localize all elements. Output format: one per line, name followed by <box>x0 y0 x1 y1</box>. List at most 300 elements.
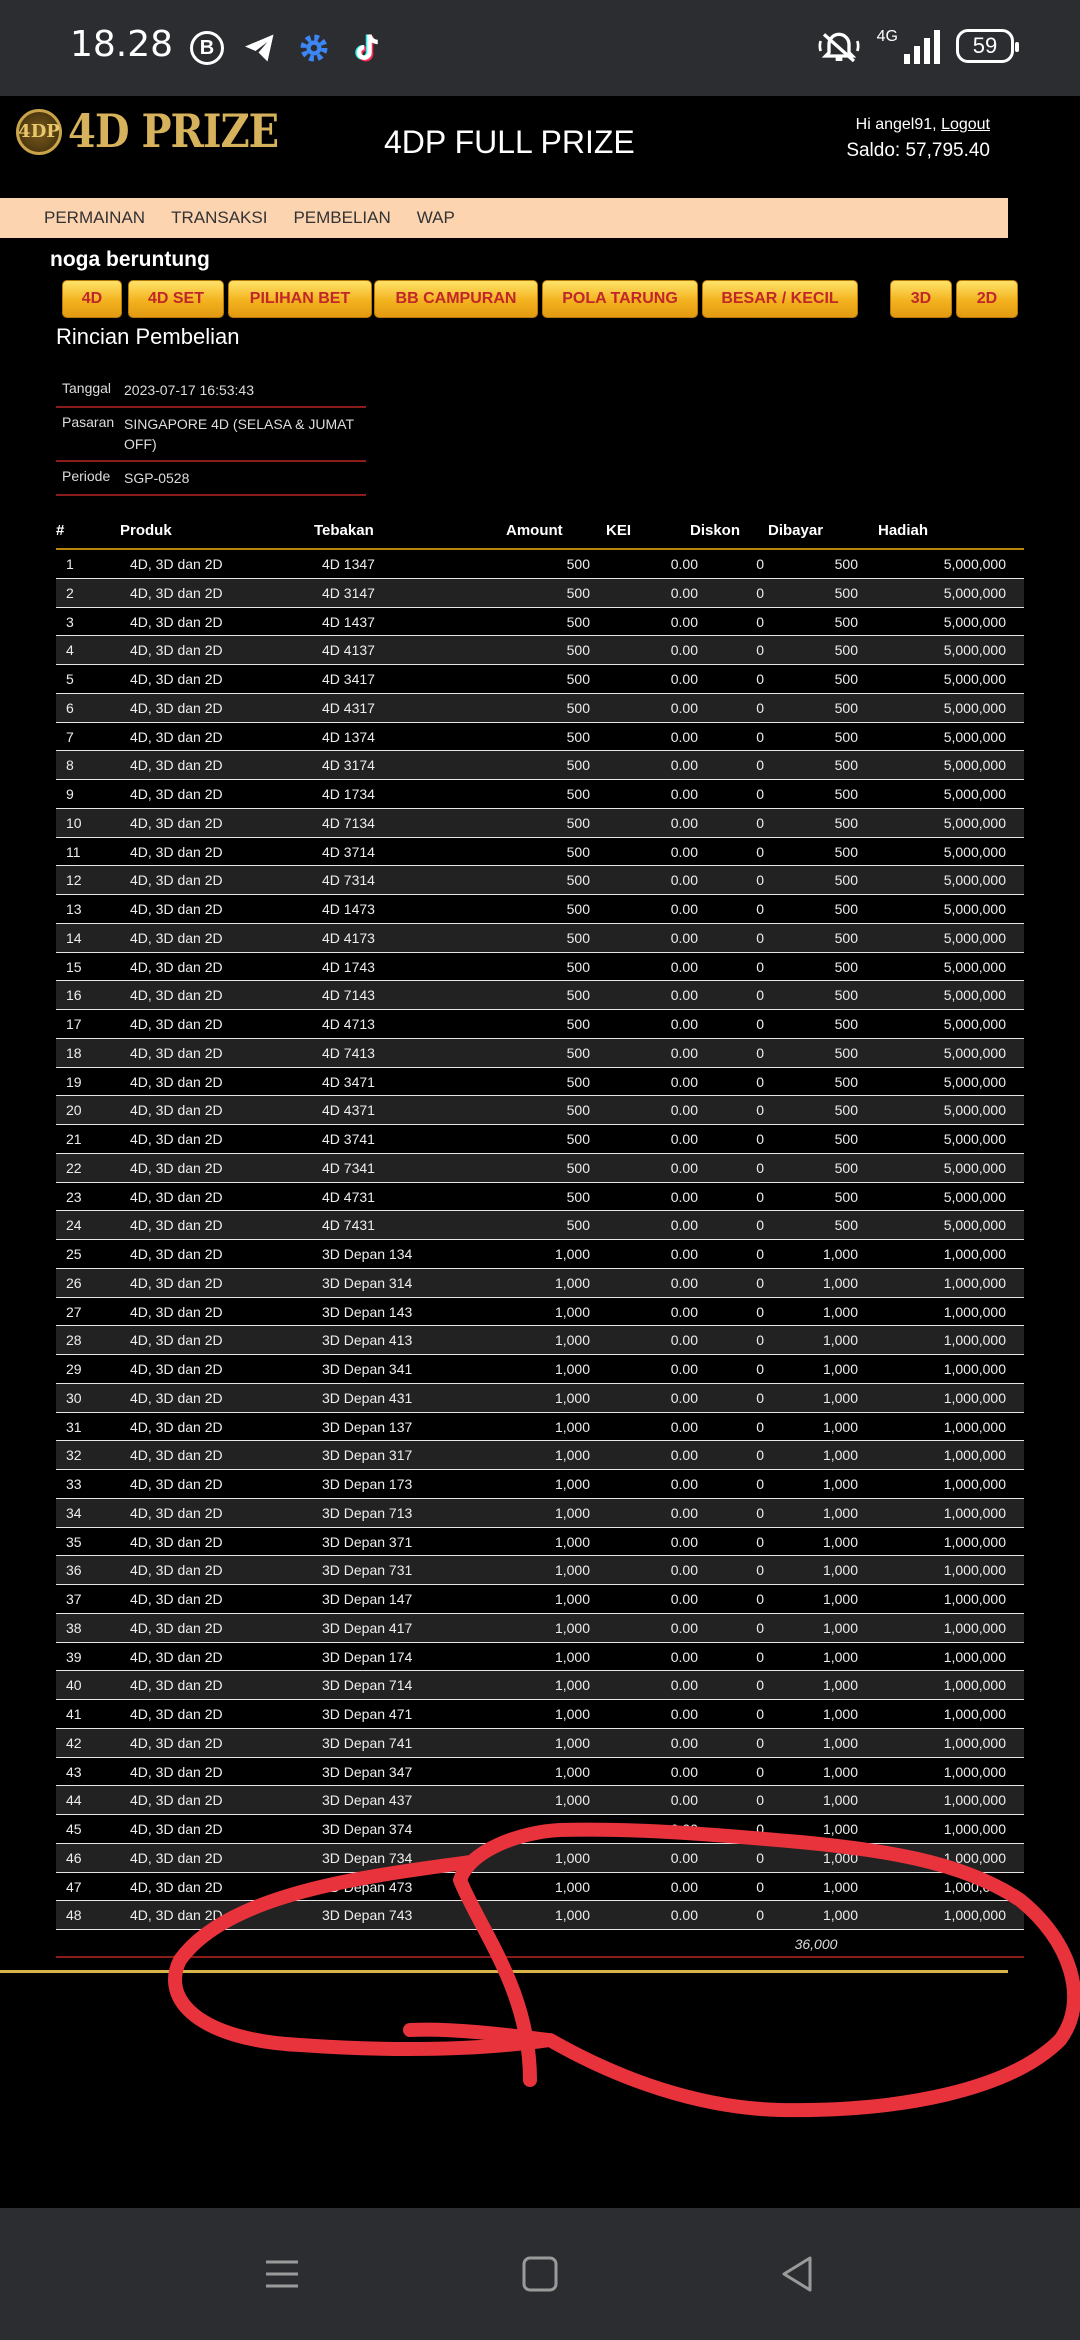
cell-kei: 0.00 <box>670 556 698 572</box>
cell-diskon: 0 <box>756 1562 764 1579</box>
table-row <box>56 809 1024 838</box>
table-row <box>56 1528 1024 1557</box>
cell-number: 27 <box>66 1303 82 1320</box>
table-row <box>56 665 1024 694</box>
cell-amount: 500 <box>566 1073 590 1090</box>
home-icon[interactable] <box>520 2254 560 2294</box>
cell-dibayar: 500 <box>834 1102 858 1119</box>
cell-hadiah: 5,000,000 <box>943 1131 1006 1147</box>
cell-kei: 0.00 <box>670 699 698 716</box>
cell-kei: 0.00 <box>670 1044 698 1061</box>
main-nav <box>0 198 1008 238</box>
cell-amount: 1,000 <box>554 1677 590 1694</box>
cell-diskon: 0 <box>756 1073 764 1090</box>
table-row <box>56 1901 1024 1930</box>
table-row <box>56 1700 1024 1729</box>
cell-dibayar: 500 <box>834 642 858 659</box>
cell-kei: 0.00 <box>670 1073 698 1090</box>
cell-amount: 1,000 <box>554 1274 590 1291</box>
table-row <box>56 1355 1024 1384</box>
btn-2d[interactable]: 2D <box>956 280 1018 318</box>
cell-diskon: 0 <box>756 556 764 572</box>
cell-hadiah: 1,000,000 <box>943 1677 1006 1694</box>
table-row <box>56 866 1024 895</box>
cell-number: 29 <box>66 1361 82 1377</box>
cell-amount: 500 <box>566 584 590 601</box>
cell-hadiah: 1,000,000 <box>943 1591 1006 1607</box>
cell-amount: 500 <box>566 613 590 630</box>
cell-diskon: 0 <box>756 1591 764 1607</box>
logout-link[interactable]: Logout <box>941 116 990 133</box>
cell-diskon: 0 <box>756 757 764 774</box>
cell-tebakan: 4D 7134 <box>322 814 375 831</box>
cell-hadiah: 5,000,000 <box>943 987 1006 1004</box>
cell-kei: 0.00 <box>670 1706 698 1722</box>
recent-apps-icon[interactable] <box>262 2254 302 2294</box>
cell-dibayar: 1,000 <box>822 1792 858 1809</box>
cell-diskon: 0 <box>756 1677 764 1694</box>
cell-hadiah: 1,000,000 <box>943 1418 1006 1435</box>
cell-produk: 4D, 3D dan 2D <box>130 757 223 774</box>
cell-tebakan: 4D 3471 <box>322 1073 375 1090</box>
nav-item-transaksi[interactable]: TRANSAKSI <box>171 208 268 227</box>
cell-amount: 1,000 <box>554 1648 590 1665</box>
cell-kei: 0.00 <box>670 1389 698 1406</box>
cell-amount: 500 <box>566 987 590 1004</box>
cell-amount: 500 <box>566 1044 590 1061</box>
cell-tebakan: 3D Depan 743 <box>322 1907 413 1924</box>
cell-tebakan: 4D 3714 <box>322 843 375 860</box>
info-row-tanggal: Tanggal 2023-07-17 16:53:43 <box>56 374 366 408</box>
cell-hadiah: 5,000,000 <box>943 786 1006 802</box>
cell-tebakan: 4D 4317 <box>322 699 375 716</box>
cell-produk: 4D, 3D dan 2D <box>130 1044 223 1061</box>
cell-hadiah: 1,000,000 <box>943 1476 1006 1492</box>
cell-number: 43 <box>66 1763 82 1780</box>
table-row <box>56 1269 1024 1298</box>
cell-hadiah: 1,000,000 <box>943 1246 1006 1262</box>
cell-amount: 500 <box>566 1217 590 1234</box>
cell-kei: 0.00 <box>670 1907 698 1924</box>
cell-amount: 1,000 <box>554 1361 590 1377</box>
cell-kei: 0.00 <box>670 1274 698 1291</box>
table-row <box>56 838 1024 867</box>
cell-hadiah: 1,000,000 <box>943 1562 1006 1579</box>
cell-number: 38 <box>66 1619 82 1636</box>
cell-kei: 0.00 <box>670 786 698 802</box>
cell-number: 30 <box>66 1389 82 1406</box>
cell-amount: 500 <box>566 728 590 745</box>
cell-dibayar: 1,000 <box>822 1562 858 1579</box>
cell-amount: 1,000 <box>554 1849 590 1866</box>
cell-produk: 4D, 3D dan 2D <box>130 1418 223 1435</box>
marquee-text: noga beruntung <box>50 248 210 271</box>
header-diskon: Diskon <box>690 522 741 539</box>
cell-produk: 4D, 3D dan 2D <box>130 1246 223 1262</box>
cell-amount: 500 <box>566 699 590 716</box>
cell-dibayar: 1,000 <box>822 1677 858 1694</box>
cell-produk: 4D, 3D dan 2D <box>130 642 223 659</box>
cell-dibayar: 500 <box>834 1044 858 1061</box>
table-row <box>56 1010 1024 1039</box>
cell-amount: 1,000 <box>554 1533 590 1550</box>
cell-amount: 1,000 <box>554 1476 590 1492</box>
cell-dibayar: 500 <box>834 1159 858 1176</box>
purchase-info <box>56 374 366 496</box>
cell-dibayar: 1,000 <box>822 1591 858 1607</box>
btn-3d[interactable]: 3D <box>890 280 952 318</box>
cell-kei: 0.00 <box>670 814 698 831</box>
cell-amount: 500 <box>566 1131 590 1147</box>
cell-diskon: 0 <box>756 958 764 975</box>
cell-amount: 500 <box>566 642 590 659</box>
cell-kei: 0.00 <box>670 987 698 1004</box>
cell-dibayar: 1,000 <box>822 1447 858 1464</box>
cell-produk: 4D, 3D dan 2D <box>130 613 223 630</box>
cell-diskon: 0 <box>756 613 764 630</box>
balance-text: Saldo: 57,795.40 <box>846 140 990 161</box>
cell-hadiah: 1,000,000 <box>943 1389 1006 1406</box>
cell-produk: 4D, 3D dan 2D <box>130 1274 223 1291</box>
cell-tebakan: 3D Depan 741 <box>322 1734 413 1751</box>
cell-number: 26 <box>66 1274 82 1291</box>
cell-number: 16 <box>66 987 82 1004</box>
table-row <box>56 694 1024 723</box>
cell-diskon: 0 <box>756 1619 764 1636</box>
table-row <box>56 780 1024 809</box>
cell-hadiah: 1,000,000 <box>943 1763 1006 1780</box>
nav-item-pembelian[interactable]: PEMBELIAN <box>293 208 391 227</box>
cell-number: 36 <box>66 1562 82 1579</box>
cell-produk: 4D, 3D dan 2D <box>130 1102 223 1119</box>
cell-tebakan: 3D Depan 174 <box>322 1648 413 1665</box>
site-logo[interactable] <box>16 104 279 159</box>
cell-tebakan: 4D 4731 <box>322 1188 375 1205</box>
cell-dibayar: 500 <box>834 929 858 946</box>
logo-badge: 4DP <box>16 109 62 155</box>
cell-amount: 1,000 <box>554 1418 590 1435</box>
btn-bb-campuran[interactable]: BB CAMPURAN <box>374 280 538 318</box>
cell-number: 13 <box>66 901 82 917</box>
cell-produk: 4D, 3D dan 2D <box>130 1332 223 1349</box>
cell-tebakan: 4D 1734 <box>322 786 375 802</box>
cell-number: 19 <box>66 1073 82 1090</box>
header-tebakan: Tebakan <box>314 522 374 539</box>
cell-tebakan: 3D Depan 437 <box>322 1792 413 1809</box>
back-icon[interactable] <box>778 2254 818 2294</box>
cell-dibayar: 1,000 <box>822 1533 858 1550</box>
cell-dibayar: 500 <box>834 1188 858 1205</box>
cell-kei: 0.00 <box>670 584 698 601</box>
cell-amount: 500 <box>566 901 590 917</box>
cell-kei: 0.00 <box>670 1792 698 1809</box>
table-row <box>56 1183 1024 1212</box>
cell-number: 4 <box>66 642 74 659</box>
cell-tebakan: 3D Depan 473 <box>322 1878 413 1895</box>
signal-icon: 4G <box>877 28 940 64</box>
table-row <box>56 924 1024 953</box>
cell-number: 44 <box>66 1792 82 1809</box>
cell-produk: 4D, 3D dan 2D <box>130 1504 223 1521</box>
btn-pilihan-bet[interactable]: PILIHAN BET <box>228 280 372 318</box>
cell-tebakan: 3D Depan 147 <box>322 1591 413 1607</box>
nav-item-permainan[interactable]: PERMAINAN <box>44 208 146 227</box>
cell-kei: 0.00 <box>670 958 698 975</box>
cell-amount: 500 <box>566 786 590 802</box>
cell-hadiah: 1,000,000 <box>943 1619 1006 1636</box>
btn-besar-kecil[interactable]: BESAR / KECIL <box>702 280 858 318</box>
cell-kei: 0.00 <box>670 1016 698 1032</box>
cell-number: 35 <box>66 1533 82 1550</box>
cell-tebakan: 4D 7431 <box>322 1217 375 1234</box>
cell-amount: 500 <box>566 872 590 889</box>
cell-diskon: 0 <box>756 1102 764 1119</box>
table-row <box>56 550 1024 579</box>
cell-produk: 4D, 3D dan 2D <box>130 584 223 601</box>
cell-produk: 4D, 3D dan 2D <box>130 1619 223 1636</box>
b-app-icon: B <box>190 31 224 65</box>
table-row <box>56 1671 1024 1700</box>
cell-amount: 1,000 <box>554 1447 590 1464</box>
btn-4d[interactable]: 4D <box>62 280 122 318</box>
cell-number: 6 <box>66 699 74 716</box>
cell-number: 40 <box>66 1677 82 1694</box>
cell-hadiah: 1,000,000 <box>943 1907 1006 1924</box>
cell-produk: 4D, 3D dan 2D <box>130 671 223 687</box>
cell-kei: 0.00 <box>670 1763 698 1780</box>
cell-hadiah: 5,000,000 <box>943 1188 1006 1205</box>
cell-diskon: 0 <box>756 901 764 917</box>
cell-hadiah: 1,000,000 <box>943 1849 1006 1866</box>
cell-diskon: 0 <box>756 1533 764 1550</box>
cell-kei: 0.00 <box>670 929 698 946</box>
cell-amount: 1,000 <box>554 1332 590 1349</box>
table-row <box>56 1815 1024 1844</box>
cell-kei: 0.00 <box>670 1648 698 1665</box>
cell-diskon: 0 <box>756 1476 764 1492</box>
cell-tebakan: 3D Depan 713 <box>322 1504 413 1521</box>
cell-dibayar: 1,000 <box>822 1849 858 1866</box>
cell-produk: 4D, 3D dan 2D <box>130 1677 223 1694</box>
cell-hadiah: 5,000,000 <box>943 843 1006 860</box>
cell-amount: 1,000 <box>554 1706 590 1722</box>
cell-tebakan: 3D Depan 347 <box>322 1763 413 1780</box>
cell-kei: 0.00 <box>670 1476 698 1492</box>
header-hadiah: Hadiah <box>878 522 929 539</box>
cell-amount: 1,000 <box>554 1303 590 1320</box>
cell-number: 17 <box>66 1016 82 1032</box>
cell-hadiah: 5,000,000 <box>943 642 1006 659</box>
cell-kei: 0.00 <box>670 1303 698 1320</box>
cell-number: 28 <box>66 1332 82 1349</box>
cell-diskon: 0 <box>756 1648 764 1665</box>
cell-dibayar: 1,000 <box>822 1303 858 1320</box>
table-row <box>56 1729 1024 1758</box>
cell-kei: 0.00 <box>670 1102 698 1119</box>
cell-dibayar: 1,000 <box>822 1648 858 1665</box>
cell-amount: 1,000 <box>554 1763 590 1780</box>
cell-hadiah: 5,000,000 <box>943 671 1006 687</box>
cell-diskon: 0 <box>756 1188 764 1205</box>
cell-kei: 0.00 <box>670 1361 698 1377</box>
cell-produk: 4D, 3D dan 2D <box>130 1303 223 1320</box>
cell-tebakan: 3D Depan 173 <box>322 1476 413 1492</box>
table-row <box>56 1096 1024 1125</box>
table-row <box>56 1556 1024 1585</box>
cell-number: 23 <box>66 1188 82 1205</box>
cell-hadiah: 1,000,000 <box>943 1648 1006 1665</box>
cell-number: 2 <box>66 584 74 601</box>
cell-amount: 1,000 <box>554 1792 590 1809</box>
cell-amount: 1,000 <box>554 1246 590 1262</box>
cell-tebakan: 4D 7341 <box>322 1159 375 1176</box>
cell-produk: 4D, 3D dan 2D <box>130 814 223 831</box>
cell-number: 20 <box>66 1102 82 1119</box>
cell-diskon: 0 <box>756 786 764 802</box>
table-row <box>56 1758 1024 1787</box>
cell-tebakan: 4D 4137 <box>322 642 375 659</box>
purchase-table <box>56 522 1024 1958</box>
cell-tebakan: 3D Depan 371 <box>322 1533 413 1550</box>
cell-kei: 0.00 <box>670 1246 698 1262</box>
cell-diskon: 0 <box>756 1418 764 1435</box>
table-row <box>56 1068 1024 1097</box>
cell-tebakan: 4D 7413 <box>322 1044 375 1061</box>
cell-kei: 0.00 <box>670 1734 698 1751</box>
table-row <box>56 636 1024 665</box>
table-row <box>56 1384 1024 1413</box>
cell-produk: 4D, 3D dan 2D <box>130 901 223 917</box>
cell-dibayar: 500 <box>834 1016 858 1032</box>
cell-produk: 4D, 3D dan 2D <box>130 1792 223 1809</box>
table-row <box>56 1125 1024 1154</box>
cell-diskon: 0 <box>756 872 764 889</box>
cell-diskon: 0 <box>756 671 764 687</box>
header-produk: Produk <box>120 522 172 539</box>
btn-pola-tarung[interactable]: POLA TARUNG <box>542 280 698 318</box>
cell-number: 5 <box>66 671 74 687</box>
cell-dibayar: 500 <box>834 699 858 716</box>
cell-number: 18 <box>66 1044 82 1061</box>
user-greeting: Hi angel91, Logout <box>855 116 990 133</box>
cell-dibayar: 1,000 <box>822 1706 858 1722</box>
cell-kei: 0.00 <box>670 728 698 745</box>
cell-dibayar: 500 <box>834 584 858 601</box>
cell-number: 7 <box>66 728 74 745</box>
cell-hadiah: 1,000,000 <box>943 1533 1006 1550</box>
cell-hadiah: 5,000,000 <box>943 872 1006 889</box>
cell-number: 14 <box>66 929 82 946</box>
notification-icons <box>190 30 386 66</box>
cell-amount: 500 <box>566 814 590 831</box>
cell-hadiah: 5,000,000 <box>943 1044 1006 1061</box>
cell-hadiah: 5,000,000 <box>943 699 1006 716</box>
cell-number: 32 <box>66 1447 82 1464</box>
header-amount: Amount <box>506 522 563 539</box>
cell-dibayar: 1,000 <box>822 1361 858 1377</box>
cell-produk: 4D, 3D dan 2D <box>130 872 223 889</box>
cell-dibayar: 500 <box>834 958 858 975</box>
cell-hadiah: 5,000,000 <box>943 757 1006 774</box>
nav-item-wap[interactable]: WAP <box>416 208 455 227</box>
battery-icon: 59 <box>956 29 1014 63</box>
cell-kei: 0.00 <box>670 1878 698 1895</box>
cell-amount: 500 <box>566 671 590 687</box>
cell-dibayar: 500 <box>834 872 858 889</box>
cell-number: 25 <box>66 1246 82 1262</box>
cell-number: 21 <box>66 1131 82 1147</box>
logo-text: 4D PRIZE <box>68 104 279 159</box>
cell-tebakan: 4D 1437 <box>322 613 375 630</box>
cell-number: 48 <box>66 1907 82 1924</box>
cell-kei: 0.00 <box>670 671 698 687</box>
cell-dibayar: 500 <box>834 728 858 745</box>
cell-hadiah: 5,000,000 <box>943 1159 1006 1176</box>
cell-produk: 4D, 3D dan 2D <box>130 929 223 946</box>
cell-dibayar: 1,000 <box>822 1734 858 1751</box>
cell-diskon: 0 <box>756 699 764 716</box>
cell-tebakan: 3D Depan 317 <box>322 1447 413 1464</box>
cell-amount: 1,000 <box>554 1907 590 1924</box>
table-row <box>56 1413 1024 1442</box>
cell-amount: 1,000 <box>554 1878 590 1895</box>
cell-tebakan: 4D 4173 <box>322 929 375 946</box>
cell-number: 37 <box>66 1591 82 1607</box>
cell-produk: 4D, 3D dan 2D <box>130 1159 223 1176</box>
cell-number: 9 <box>66 786 74 802</box>
cell-diskon: 0 <box>756 929 764 946</box>
cell-produk: 4D, 3D dan 2D <box>130 1648 223 1665</box>
btn-4d-set[interactable]: 4D SET <box>128 280 224 318</box>
table-row <box>56 1499 1024 1528</box>
cell-kei: 0.00 <box>670 843 698 860</box>
cell-produk: 4D, 3D dan 2D <box>130 1016 223 1032</box>
status-bar <box>0 0 1080 96</box>
cell-dibayar: 500 <box>834 814 858 831</box>
cell-diskon: 0 <box>756 1044 764 1061</box>
cell-hadiah: 1,000,000 <box>943 1878 1006 1895</box>
cell-produk: 4D, 3D dan 2D <box>130 556 223 572</box>
cell-tebakan: 3D Depan 471 <box>322 1706 413 1722</box>
cell-diskon: 0 <box>756 642 764 659</box>
cell-kei: 0.00 <box>670 1159 698 1176</box>
cell-kei: 0.00 <box>670 872 698 889</box>
cell-dibayar: 1,000 <box>822 1619 858 1636</box>
cell-tebakan: 4D 3174 <box>322 757 375 774</box>
cell-kei: 0.00 <box>670 1332 698 1349</box>
cell-hadiah: 5,000,000 <box>943 556 1006 572</box>
cell-kei: 0.00 <box>670 1562 698 1579</box>
cell-tebakan: 4D 1347 <box>322 556 375 572</box>
cell-diskon: 0 <box>756 1447 764 1464</box>
table-header <box>56 522 1024 550</box>
table-row <box>56 1240 1024 1269</box>
cell-kei: 0.00 <box>670 1821 698 1837</box>
cell-produk: 4D, 3D dan 2D <box>130 987 223 1004</box>
cell-hadiah: 5,000,000 <box>943 814 1006 831</box>
cell-amount: 500 <box>566 958 590 975</box>
cell-hadiah: 1,000,000 <box>943 1447 1006 1464</box>
status-time: 18.28 <box>70 24 174 65</box>
cell-dibayar: 1,000 <box>822 1878 858 1895</box>
footer-divider <box>0 1970 1008 1973</box>
cell-dibayar: 500 <box>834 901 858 917</box>
header-number: # <box>56 522 65 539</box>
cell-tebakan: 3D Depan 734 <box>322 1849 413 1866</box>
cell-tebakan: 3D Depan 143 <box>322 1303 413 1320</box>
cell-number: 42 <box>66 1734 82 1751</box>
cell-tebakan: 4D 3741 <box>322 1131 375 1147</box>
